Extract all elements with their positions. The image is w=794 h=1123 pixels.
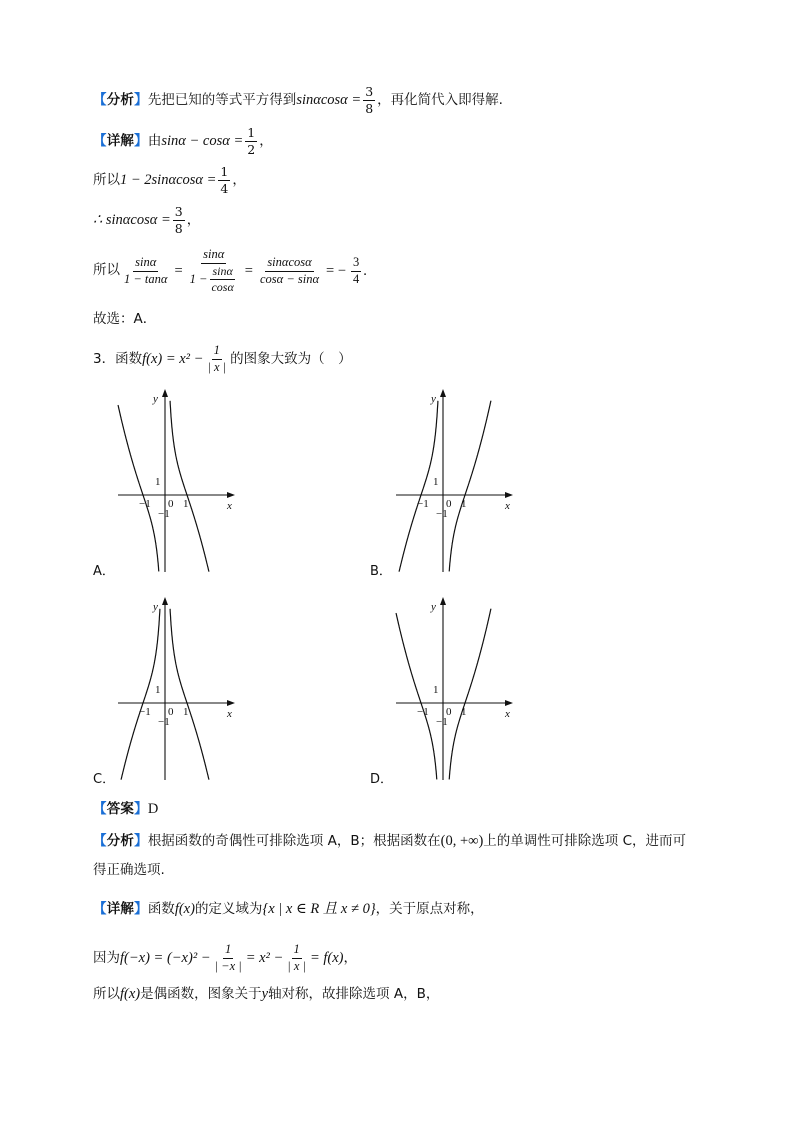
fraction: $\frac{3}{4}$ — [353, 254, 360, 286]
step-expr2: = x² − — [245, 950, 284, 966]
answer-line: 【答案】 D — [93, 800, 159, 817]
option-b-label: B． — [370, 564, 392, 579]
tick-label-x-1: 1 — [461, 498, 467, 510]
option-graphs — [0, 385, 794, 805]
tick-label-y-1: 1 — [155, 476, 161, 488]
curve-branch-right — [170, 609, 209, 780]
question-expr: f(x) = x² − — [142, 351, 204, 367]
curve-branch-left — [396, 613, 437, 779]
x-axis-arrow-icon — [227, 492, 235, 498]
option-d-label: D． — [370, 772, 394, 787]
step-expr: ∴ sinαcosα = — [93, 212, 171, 228]
tick-label-x-neg1: −1 — [139, 706, 151, 718]
fraction: $\frac{1}{| x |}$ — [207, 343, 227, 374]
y-axis-arrow-icon — [440, 389, 446, 397]
x-axis-arrow-icon — [227, 700, 235, 706]
curve-branch-left — [118, 405, 159, 571]
origin-label: 0 — [168, 706, 174, 718]
y-axis-label: y — [153, 393, 158, 405]
fraction: $\frac{3}{8}$ — [174, 204, 183, 236]
even-text1: 是偶函数，图象关于 — [140, 985, 262, 1002]
analysis2-tag: 分析 — [106, 832, 135, 849]
analysis-text-before: 先把已知的等式平方得到 — [147, 91, 297, 108]
option-c-label: C． — [93, 772, 116, 787]
detail-prefix: 由 — [147, 132, 162, 149]
even-fx: f(x) — [120, 986, 141, 1002]
step-expr1: f(−x) = (−x)² − — [120, 950, 211, 966]
analysis-line-2: 【分析】 根据函数的奇偶性可排除选项 A，B；根据函数在 (0, +∞) 上的单调性可排除选项 C，进而可 — [93, 832, 686, 849]
step-suffix: ， — [232, 171, 246, 188]
tick-label-x-1: 1 — [183, 706, 189, 718]
step-suffix: ， — [186, 211, 201, 228]
option-graph-d — [396, 597, 513, 780]
analysis-expr: sinαcosα = — [296, 92, 362, 108]
answer-value: D — [147, 801, 159, 817]
detail2-text3: ，关于原点对称， — [375, 900, 484, 917]
detail2-fx: f(x) — [174, 901, 195, 917]
tick-label-x-neg1: −1 — [139, 498, 151, 510]
step-line-therefore — [93, 205, 200, 236]
complex-fraction: sinα 1 − $\frac{\sin\alpha}{\cos\alpha}$ — [189, 247, 234, 294]
answer-tag: 答案 — [106, 800, 135, 817]
option-a-label: A． — [93, 564, 115, 579]
x-axis-label: x — [227, 500, 232, 512]
analysis-text-after: ，再化简代入即得解. — [377, 91, 503, 108]
tick-label-y-neg1: −1 — [158, 716, 170, 728]
x-axis-arrow-icon — [505, 700, 513, 706]
y-axis-arrow-icon — [440, 597, 446, 605]
analysis2-interval: (0, +∞) — [440, 833, 484, 849]
analysis2-text2: 上的单调性可排除选项 C，进而可 — [483, 832, 686, 849]
detail-line-1: 【详解】 由 sinα − cosα = $\frac{1}{2}$ ， — [93, 125, 273, 157]
detail2-text1: 函数 — [147, 900, 175, 917]
curve-branch-right — [170, 401, 209, 572]
x-axis-label: x — [505, 708, 510, 720]
fraction: $\frac{1}{2}$ — [247, 125, 256, 157]
even-y: y — [261, 986, 269, 1002]
question-suffix: 的图象大致为（ ） — [230, 350, 352, 367]
equals-minus: = − — [326, 262, 347, 279]
step-expr: 1 − 2sinαcosα = — [120, 172, 217, 188]
detail-expr: sinα − cosα = — [161, 133, 244, 149]
step-line-so1 — [93, 165, 246, 196]
option-graph-b — [396, 389, 513, 572]
fraction: $\frac{\sin\alpha\cos\alpha}{\cos\alpha - \sin\alpha}$ — [259, 254, 320, 286]
step-expr3: = f(x) — [309, 950, 344, 966]
step-line-even — [93, 987, 439, 1002]
analysis-line-1 — [93, 85, 503, 116]
tick-label-y-1: 1 — [433, 476, 439, 488]
x-axis-label: x — [227, 708, 232, 720]
analysis2-text3: 得正确选项. — [93, 862, 165, 878]
option-graph-a — [118, 389, 235, 572]
detail2-domain: {x | x ∈ R 且 x ≠ 0} — [262, 901, 376, 917]
fraction: $\frac{1}{| x |}$ — [287, 942, 306, 973]
even-prefix: 所以 — [93, 985, 120, 1002]
detail-line-2: 【详解】 函数 f(x) 的定义域为 {x | x ∈ R 且 x ≠ 0} ，关于原点对称， — [93, 900, 484, 917]
tick-label-y-neg1: −1 — [436, 508, 448, 520]
detail2-text2: 的定义域为 — [194, 900, 263, 917]
fraction: $\frac{1}{| -x |}$ — [214, 942, 242, 973]
step-prefix: 所以 — [93, 262, 120, 279]
even-text2: 轴对称，故排除选项 A，B， — [268, 985, 440, 1002]
detail-tag: 详解 — [106, 132, 135, 149]
y-axis-label: y — [431, 393, 436, 405]
y-axis-arrow-icon — [162, 597, 168, 605]
step-line-so2: 所以 $\frac{\sin\alpha}{1 - \tan\alpha}$ = sinα 1 − $\frac{\sin\alpha}{\cos\alpha}$ = $\frac{\sin\alpha\cos\alpha}{\cos\alpha - \sin\alpha}$ = − $\frac{3}{4}$ . — [93, 247, 367, 294]
origin-label: 0 — [446, 706, 452, 718]
analysis2-text1: 根据函数的奇偶性可排除选项 A，B；根据函数在 — [147, 832, 441, 849]
tick-label-x-neg1: −1 — [417, 498, 429, 510]
period: . — [363, 262, 367, 279]
tick-label-x-neg1: −1 — [417, 706, 429, 718]
fraction: $\frac{\sin\alpha}{1 - \tan\alpha}$ — [124, 254, 168, 286]
detail-suffix: ， — [259, 132, 273, 149]
fraction: $\frac{3}{8}$ — [365, 84, 374, 116]
tick-label-y-neg1: −1 — [436, 716, 448, 728]
tick-label-x-1: 1 — [461, 706, 467, 718]
tick-label-y-neg1: −1 — [158, 508, 170, 520]
detail2-tag: 详解 — [106, 900, 135, 917]
step-line-because — [93, 943, 357, 974]
y-axis-label: y — [431, 601, 436, 613]
y-axis-label: y — [153, 601, 158, 613]
question-3 — [93, 344, 352, 375]
step-prefix: 所以 — [93, 171, 120, 188]
tick-label-x-1: 1 — [183, 498, 189, 510]
step-prefix: 因为 — [93, 949, 120, 966]
question-prefix: 3．函数 — [93, 350, 143, 367]
analysis-tag: 【分析】 — [93, 91, 148, 108]
x-axis-label: x — [505, 500, 510, 512]
curve-branch-right — [449, 609, 491, 780]
step-suffix: ， — [343, 949, 357, 966]
option-graph-c — [118, 597, 235, 780]
curve-branch-right — [449, 401, 491, 572]
origin-label: 0 — [168, 498, 174, 510]
fraction: $\frac{1}{4}$ — [220, 164, 229, 196]
x-axis-arrow-icon — [505, 492, 513, 498]
y-axis-arrow-icon — [162, 389, 168, 397]
tick-label-y-1: 1 — [433, 684, 439, 696]
tick-label-y-1: 1 — [155, 684, 161, 696]
choose-line: 故选：A． — [93, 311, 157, 327]
origin-label: 0 — [446, 498, 452, 510]
